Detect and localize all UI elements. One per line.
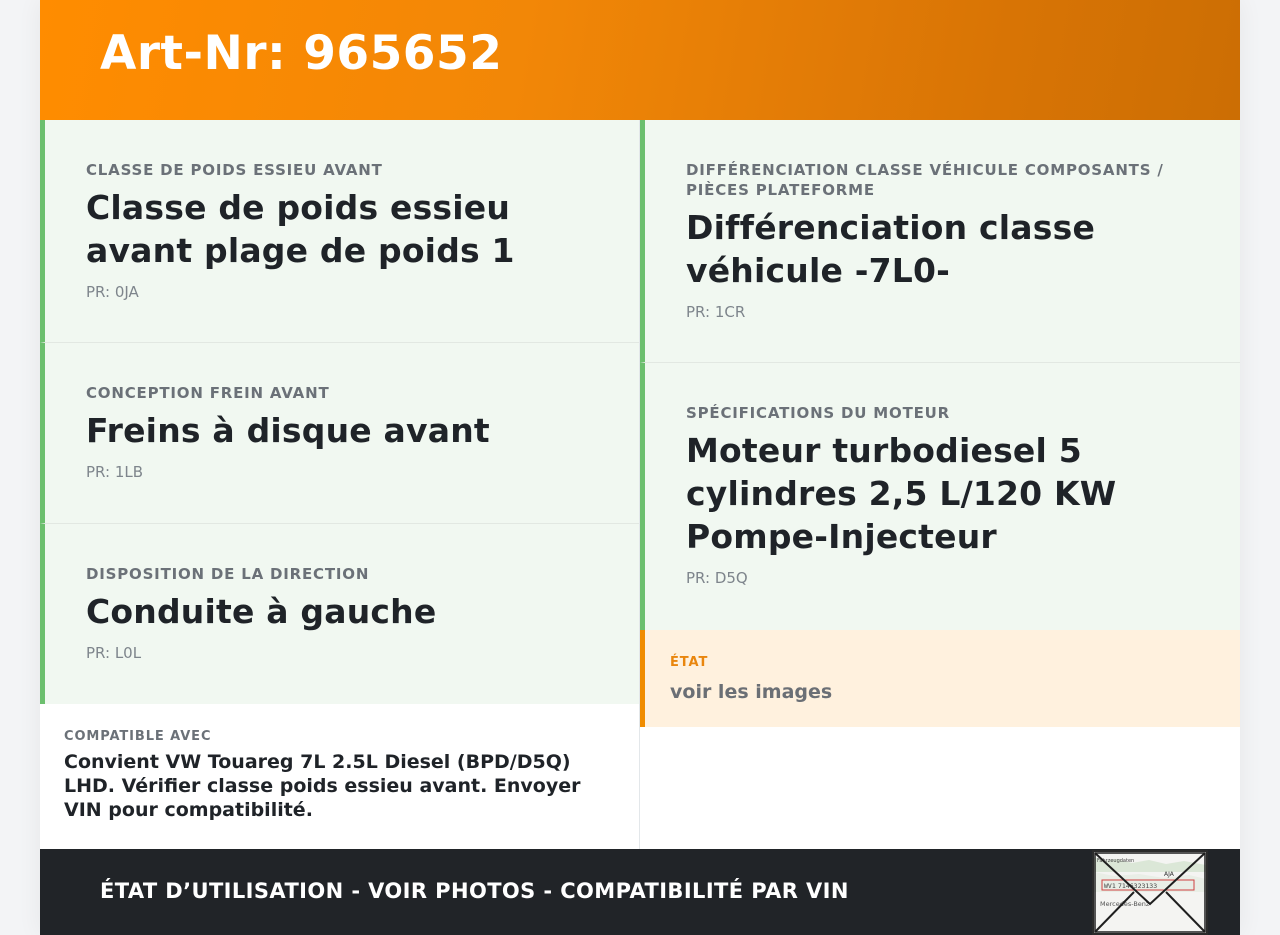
condition-section xyxy=(640,630,1240,727)
compatibility-section xyxy=(40,704,639,849)
spec-card-label: SPÉCIFICATIONS DU MOTEUR xyxy=(686,404,950,422)
footer-text: ÉTAT D’UTILISATION - VOIR PHOTOS - COMPATIBILITÉ PAR VIN xyxy=(100,879,849,903)
spec-card-vehicle-class xyxy=(640,120,1240,363)
spec-card-steering xyxy=(40,524,639,704)
spec-card-pr-code: PR: 1LB xyxy=(86,463,144,481)
spec-card-front-brake xyxy=(40,343,639,524)
spec-card-label: CONCEPTION FREIN AVANT xyxy=(86,384,330,402)
spec-card-pr-code: PR: 1CR xyxy=(686,303,746,321)
spec-card-value: Moteur turbodiesel 5 cylindres 2,5 L/120 KW Pompe-Injecteur xyxy=(686,431,1117,556)
spec-card-value: Différenciation classe véhicule -7L0- xyxy=(686,208,1096,290)
spec-card-pr-code: PR: D5Q xyxy=(686,569,748,587)
condition-label: ÉTAT xyxy=(670,655,709,670)
spec-card-label: DISPOSITION DE LA DIRECTION xyxy=(86,565,370,583)
spec-card-value: Conduite à gauche xyxy=(86,592,437,631)
spec-card-front-axle-weight xyxy=(40,120,639,343)
spec-card-label: DIFFÉRENCIATION CLASSE VÉHICULE COMPOSANTS / PIÈCES PLATEFORME xyxy=(686,161,1164,199)
thumb-vin-short: WV1 xyxy=(1104,882,1116,890)
thumb-vin-number: 7146323133 xyxy=(1118,882,1158,890)
right-column xyxy=(640,120,1240,630)
spec-card-value: Classe de poids essieu avant plage de poids 1 xyxy=(86,188,515,270)
thumb-brand: Mercedes-Benz xyxy=(1100,900,1150,908)
footer-bar xyxy=(40,849,1240,935)
product-sheet xyxy=(40,0,1240,935)
compatibility-text: Convient VW Touareg 7L 2.5L Diesel (BPD/D5Q) LHD. Vérifier classe poids essieu avant. Envoyer VIN pour compatibilité. xyxy=(64,751,581,821)
thumb-tag: AJA xyxy=(1164,871,1174,878)
vehicle-data-thumbnail[interactable] xyxy=(1092,850,1208,935)
left-column xyxy=(40,120,639,704)
header-banner xyxy=(40,0,1240,120)
article-number-title: Art-Nr: 965652 xyxy=(100,26,503,81)
compatibility-label: COMPATIBLE AVEC xyxy=(64,729,212,744)
spec-card-engine xyxy=(640,363,1240,630)
spec-card-pr-code: PR: 0JA xyxy=(86,283,139,301)
thumb-caption: Fahrzeugdaten xyxy=(1097,858,1135,864)
envelope-icon xyxy=(1094,852,1206,933)
condition-value: voir les images xyxy=(670,681,833,703)
spec-card-label: CLASSE DE POIDS ESSIEU AVANT xyxy=(86,161,383,179)
spec-card-value: Freins à disque avant xyxy=(86,411,490,450)
spec-card-pr-code: PR: L0L xyxy=(86,644,142,662)
